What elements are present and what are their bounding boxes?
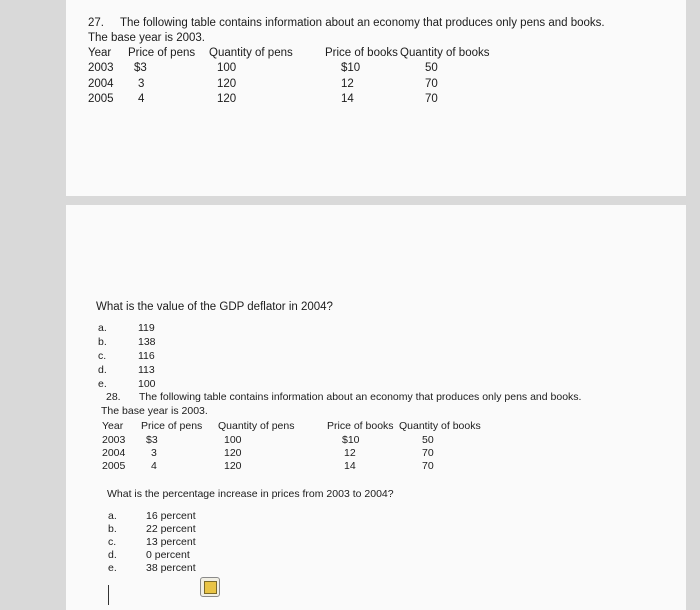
q28-header-qty-pens: Quantity of pens [218, 420, 295, 432]
q27-cell: $3 [134, 62, 147, 74]
q27-header-price-books: Price of books [325, 47, 398, 59]
q27-cell: 4 [138, 93, 145, 105]
q28-option-text: 16 percent [146, 510, 196, 522]
q28-option-letter: a. [108, 510, 117, 522]
q27-option-text: 116 [138, 350, 155, 362]
q28-cell: 2003 [102, 434, 126, 446]
q27-header-qty-pens: Quantity of pens [209, 47, 293, 59]
text-cursor [108, 585, 109, 605]
q27-cell: $10 [341, 62, 361, 74]
q28-cell: 120 [224, 447, 242, 459]
q28-cell: 120 [224, 460, 242, 472]
q28-header-qty-books: Quantity of books [399, 420, 481, 432]
q27-option-text: 138 [138, 336, 156, 348]
notebook-icon-inner [204, 581, 217, 594]
q27-intro: The following table contains information about an economy that produces only pens and books. [120, 17, 605, 29]
q28-header-price-books: Price of books [327, 420, 394, 432]
q27-cell: 2003 [88, 62, 114, 74]
q28-header-year: Year [102, 420, 124, 432]
q27-base-year: The base year is 2003. [88, 32, 205, 44]
q28-number: 28. [106, 391, 121, 403]
q28-option-letter: c. [108, 536, 117, 548]
q28-cell: 70 [422, 447, 434, 459]
q28-cell: 100 [224, 434, 242, 446]
q27-cell: 100 [217, 62, 237, 74]
q28-cell: 2005 [102, 460, 126, 472]
q28-cell: $10 [342, 434, 360, 446]
q28-option-letter: b. [108, 523, 117, 535]
q28-option-text: 13 percent [146, 536, 196, 548]
q27-number: 27. [88, 17, 104, 29]
q28-question: What is the percentage increase in prices from 2003 to 2004? [107, 488, 394, 500]
q27-option-text: 113 [138, 364, 155, 376]
q27-cell: 14 [341, 93, 354, 105]
q27-option-letter: c. [98, 350, 107, 362]
q28-cell: 50 [422, 434, 434, 446]
q28-cell: 4 [151, 460, 157, 472]
q28-option-text: 22 percent [146, 523, 196, 535]
q27-cell: 3 [138, 78, 145, 90]
q28-cell: 14 [344, 460, 356, 472]
q27-cell: 2005 [88, 93, 114, 105]
q28-option-text: 38 percent [146, 562, 196, 574]
q28-base-year: The base year is 2003. [101, 405, 208, 417]
q27-cell: 70 [425, 93, 438, 105]
q27-option-text: 100 [138, 378, 156, 390]
q28-header-price-pens: Price of pens [141, 420, 203, 432]
q28-cell: $3 [146, 434, 158, 446]
q27-header-year: Year [88, 47, 112, 59]
q27-header-price-pens: Price of pens [128, 47, 196, 59]
q28-option-letter: d. [108, 549, 117, 561]
notebook-icon[interactable] [200, 577, 220, 597]
q28-option-text: 0 percent [146, 549, 190, 561]
q27-question: What is the value of the GDP deflator in 2004? [96, 301, 333, 313]
q27-cell: 50 [425, 62, 438, 74]
q28-cell: 3 [151, 447, 157, 459]
q28-intro: The following table contains information about an economy that produces only pens and books. [139, 391, 582, 403]
q28-cell: 12 [344, 447, 356, 459]
q27-cell: 70 [425, 78, 438, 90]
q27-cell: 120 [217, 93, 237, 105]
q27-cell: 2004 [88, 78, 114, 90]
q27-option-letter: a. [98, 322, 107, 334]
q27-header-qty-books: Quantity of books [400, 47, 490, 59]
q28-cell: 2004 [102, 447, 126, 459]
q27-option-letter: e. [98, 378, 107, 390]
q27-option-text: 119 [138, 322, 155, 334]
q27-option-letter: b. [98, 336, 107, 348]
q28-cell: 70 [422, 460, 434, 472]
q28-option-letter: e. [108, 562, 117, 574]
q27-cell: 120 [217, 78, 237, 90]
q27-option-letter: d. [98, 364, 107, 376]
q27-cell: 12 [341, 78, 354, 90]
